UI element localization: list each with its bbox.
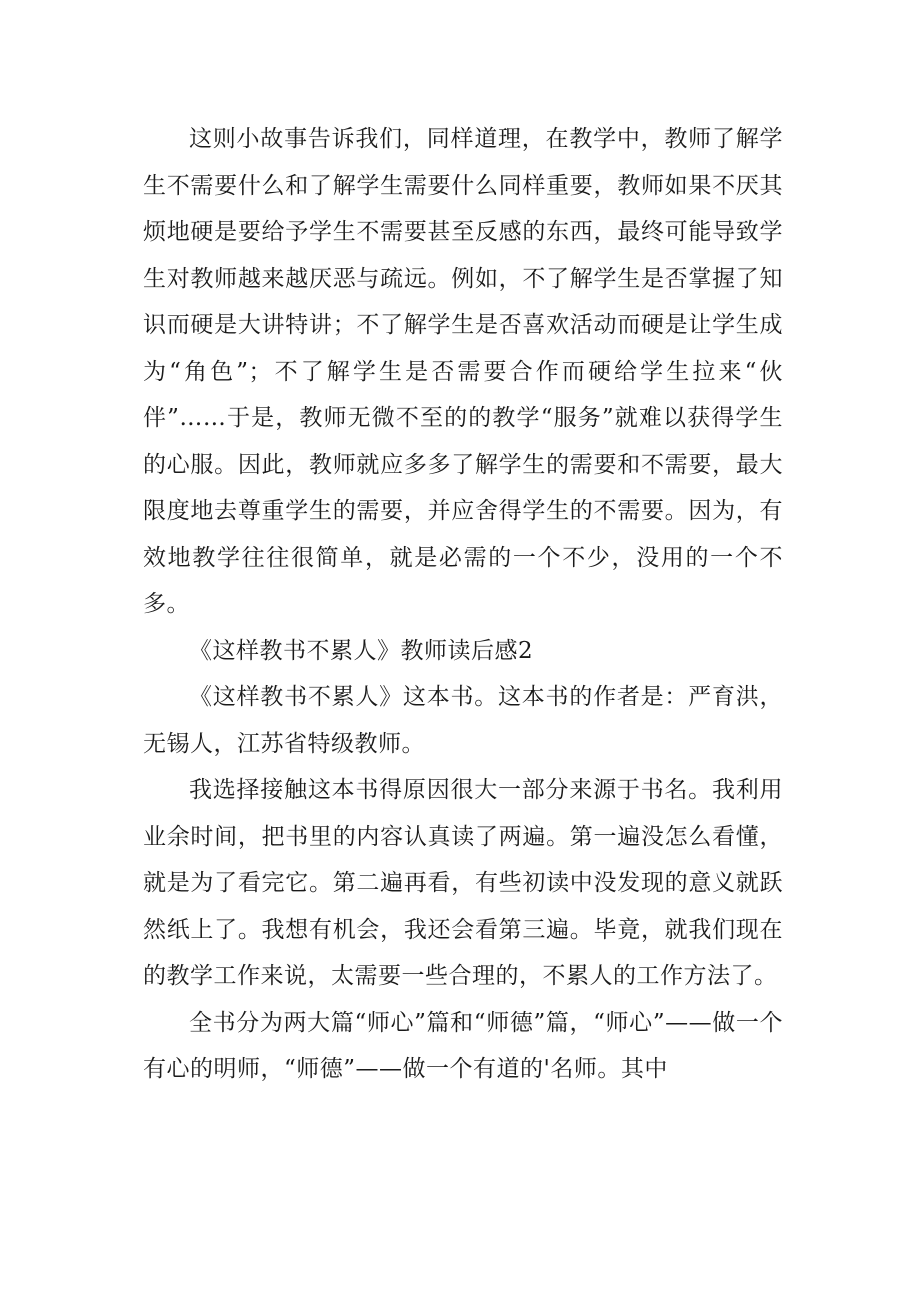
paragraph-story-lesson: 这则小故事告诉我们，同样道理，在教学中，教师了解学生不需要什么和了解学生需要什么同样重要，教师如果不厌其烦地硬是要给予学生不需要甚至反感的东西，最终可能导致学生对教师越来越厌恶与疏远。例如，不了解学生是否掌握了知识而硬是大讲特讲；不了解学生是否喜欢活动而硬是让学生成为“角色”；不了解学生是否需要合作而硬给学生拉来“伙伴”……于是，教师无微不至的的教学“服务”就难以获得学生的心服。因此，教师就应多多了解学生的需要和不需要，最大限度地去尊重学生的需要，并应舍得学生的不需要。因为，有效地教学往往很简单，就是必需的一个不少，没用的一个不多。 bbox=[143, 126, 783, 617]
document-body bbox=[143, 116, 783, 1093]
paragraph-reading-reason: 我选择接触这本书得原因很大一部分来源于书名。我利用业余时间，把书里的内容认真读了两遍。第一遍没怎么看懂，就是为了看完它。第二遍再看，有些初读中没发现的意义就跃然纸上了。我想有机会，我还会看第三遍。毕竟，就我们现在的教学工作来说，太需要一些合理的，不累人的工作方法了。 bbox=[143, 777, 783, 989]
paragraph-book-structure: 全书分为两大篇“师心”篇和“师德”篇，“师心”——做一个有心的明师，“师德”——做一个有道的'名师。其中 bbox=[143, 1009, 783, 1082]
paragraph-book-intro: 《这样教书不累人》这本书。这本书的作者是：严育洪，无锡人，江苏省特级教师。 bbox=[143, 684, 783, 757]
section-heading: 《这样教书不累人》教师读后感2 bbox=[189, 637, 534, 664]
